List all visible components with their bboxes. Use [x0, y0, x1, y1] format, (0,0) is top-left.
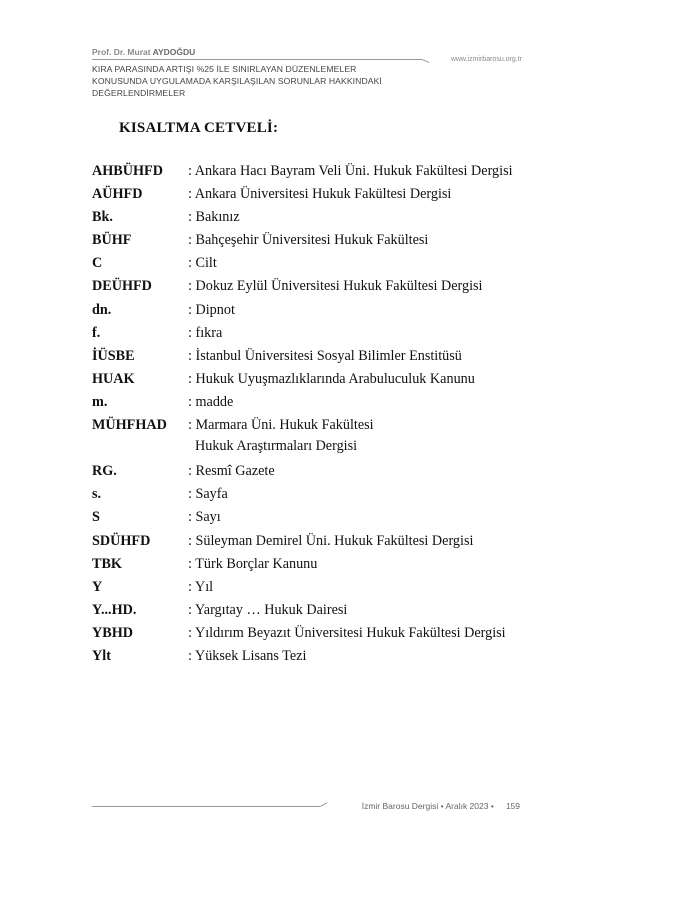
abbreviation-term: m. [92, 393, 108, 410]
abbreviation-list [92, 161, 532, 669]
footer-rule-tick [320, 802, 328, 807]
abbreviation-row [92, 253, 532, 276]
abbreviation-definition: : Dipnot [188, 301, 235, 318]
footer-rule [92, 806, 320, 807]
abbreviation-row [92, 507, 532, 530]
abbreviation-row [92, 577, 532, 600]
abbreviation-definition: : Süleyman Demirel Üni. Hukuk Fakültesi Dergisi [188, 532, 474, 549]
abbreviation-term: Y [92, 578, 103, 595]
abbreviation-row [92, 276, 532, 299]
abbreviation-term: Y...HD. [92, 601, 137, 618]
article-title [92, 63, 522, 99]
abbreviation-term: BÜHF [92, 232, 132, 249]
abbreviation-term: s. [92, 486, 102, 503]
abbreviation-row [92, 300, 532, 323]
abbreviation-row [92, 207, 532, 230]
abbreviation-term: dn. [92, 301, 112, 318]
abbreviation-term: İÜSBE [92, 347, 135, 364]
header-rule [92, 59, 422, 60]
abbreviation-definition: : Dokuz Eylül Üniversitesi Hukuk Fakültesi Dergisi [188, 278, 483, 295]
abbreviation-definition: : Türk Borçlar Kanunu [188, 555, 318, 572]
abbreviation-row [92, 184, 532, 207]
author-prefix: Prof. Dr. Murat [92, 47, 151, 57]
abbreviation-definition: : Ankara Üniversitesi Hukuk Fakültesi Dergisi [188, 186, 452, 203]
abbreviation-term: f. [92, 324, 101, 341]
abbreviation-row [92, 323, 532, 346]
running-footer [92, 800, 520, 820]
abbreviation-definition: : Yıldırım Beyazıt Üniversitesi Hukuk Fakültesi Dergisi [188, 624, 506, 641]
abbreviation-term: S [92, 509, 100, 526]
abbreviation-definition: : Cilt [188, 255, 217, 272]
abbreviation-definition: : Sayfa [188, 486, 228, 503]
abbreviation-row [92, 346, 532, 369]
abbreviation-definition: : Bakınız [188, 209, 240, 226]
abbreviation-term: AÜHFD [92, 186, 143, 203]
author-surname: AYDOĞDU [152, 47, 196, 57]
abbreviation-term: YBHD [92, 624, 133, 641]
abbreviation-term: DEÜHFD [92, 278, 152, 295]
abbreviation-row [92, 623, 532, 646]
abbreviation-term: C [92, 255, 103, 272]
abbreviation-definition: : Sayı [188, 509, 221, 526]
abbreviation-row [92, 600, 532, 623]
abbreviation-row [92, 461, 532, 484]
abbreviation-row [92, 392, 532, 415]
abbreviation-row [92, 230, 532, 253]
abbreviation-term: TBK [92, 555, 122, 572]
article-title-line: KONUSUNDA UYGULAMADA KARŞILAŞILAN SORUNLAR HAKKINDAKİ [92, 76, 382, 86]
abbreviation-row [92, 646, 532, 669]
footer-text [362, 801, 520, 811]
abbreviation-definition: : Hukuk Uyuşmazlıklarında Arabuluculuk Kanunu [188, 370, 475, 387]
abbreviation-definition [188, 415, 374, 461]
running-header [92, 46, 522, 99]
article-title-line: DEĞERLENDİRMELER [92, 88, 186, 98]
abbreviation-definition: : İstanbul Üniversitesi Sosyal Bilimler Enstitüsü [188, 347, 462, 364]
abbreviation-definition: : Bahçeşehir Üniversitesi Hukuk Fakültesi [188, 232, 429, 249]
abbreviation-definition: : Yıl [188, 578, 214, 595]
abbreviation-term: Bk. [92, 209, 113, 226]
abbreviation-definition: : Yargıtay … Hukuk Dairesi [188, 601, 348, 618]
abbreviation-term: AHBÜHFD [92, 163, 163, 179]
abbreviation-term: HUAK [92, 370, 135, 387]
section-title: KISALTMA CETVELİ: [119, 120, 279, 136]
abbreviation-term: Ylt [92, 647, 111, 664]
abbreviation-definition-line: : Marmara Üni. Hukuk Fakültesi [188, 417, 374, 434]
abbreviation-term: MÜHFHAD [92, 417, 167, 434]
article-title-line: KIRA PARASINDA ARTIŞI %25 İLE SINIRLAYAN DÜZENLEMELER [92, 64, 357, 74]
abbreviation-term: RG. [92, 463, 117, 480]
abbreviation-definition: : Resmî Gazete [188, 463, 275, 480]
page-number: 159 [505, 801, 520, 811]
abbreviation-term: SDÜHFD [92, 532, 151, 549]
abbreviation-definition: : Yüksek Lisans Tezi [188, 647, 307, 664]
abbreviation-row [92, 415, 532, 461]
abbreviation-definition-continuation: Hukuk Araştırmaları Dergisi [195, 438, 358, 455]
abbreviation-definition: : Ankara Hacı Bayram Veli Üni. Hukuk Fakültesi Dergisi [188, 163, 513, 179]
abbreviation-row [92, 554, 532, 577]
abbreviation-row [92, 369, 532, 392]
abbreviation-row [92, 484, 532, 507]
abbreviation-definition: : fıkra [188, 324, 223, 341]
journal-name: İzmir Barosu Dergisi • Aralık 2023 • [361, 801, 494, 811]
abbreviation-row [92, 161, 532, 184]
abbreviation-definition: : madde [188, 393, 234, 410]
abbreviation-row [92, 531, 532, 554]
website-url[interactable]: www.izmirbarosu.org.tr [450, 56, 522, 63]
